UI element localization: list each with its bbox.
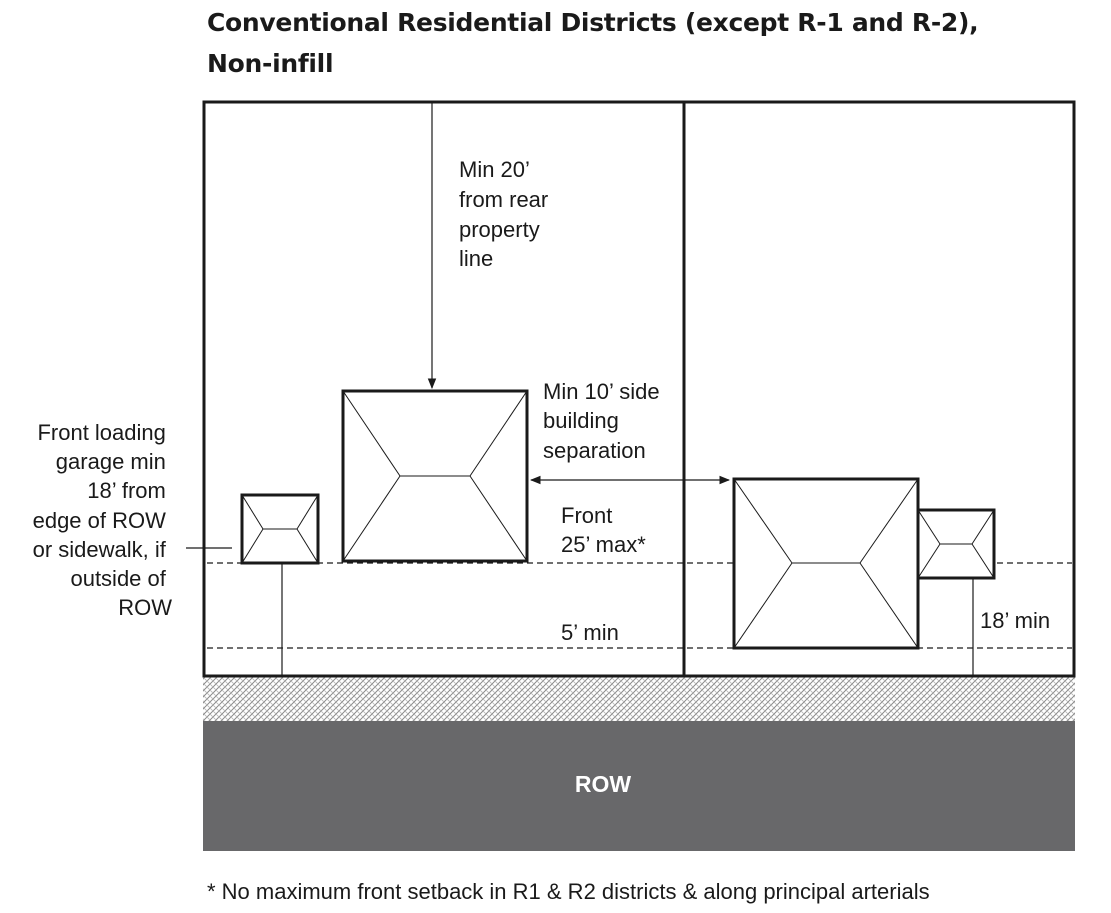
garage-note-line-4: edge of ROW [32,508,166,533]
side-separation-line-1: Min 10’ side [543,379,660,404]
footnote: * No maximum front setback in R1 & R2 districts & along principal arterials [207,879,930,904]
rear-setback-line-3: property [459,217,540,242]
front-max-line-1: Front [561,503,613,528]
garage-note-line-6: outside of [70,566,166,591]
left-garage [242,495,318,563]
right-house [734,479,918,648]
front-max-line-2: 25’ max* [561,532,646,557]
row-label: ROW [574,771,632,797]
garage-note-line-2: garage min [55,449,166,474]
garage-note-line-7: ROW [118,595,172,620]
row-band [203,721,1075,851]
sidewalk-hatch [203,677,1075,721]
min-5-label: 5’ min [561,620,619,645]
side-separation-line-3: separation [543,438,646,463]
rear-setback-line-4: line [459,246,494,271]
garage-note-label [33,420,173,620]
rear-setback-line-2: from rear [459,187,549,212]
rear-setback-label [459,157,554,271]
right-garage [918,510,994,578]
min-18-label: 18’ min [980,608,1051,633]
garage-note-line-5: or sidewalk, if [32,537,166,562]
title-line-1: Conventional Residential Districts (except R-1 and R-2), [207,8,979,37]
left-house [343,391,527,561]
rear-setback-line-1: Min 20’ [459,157,530,182]
garage-note-line-3: 18’ from [87,478,166,503]
side-separation-label [543,379,666,463]
garage-note-line-1: Front loading [37,420,166,445]
front-max-label [561,503,646,557]
side-separation-line-2: building [543,408,619,433]
title-line-2: Non-infill [207,49,334,78]
